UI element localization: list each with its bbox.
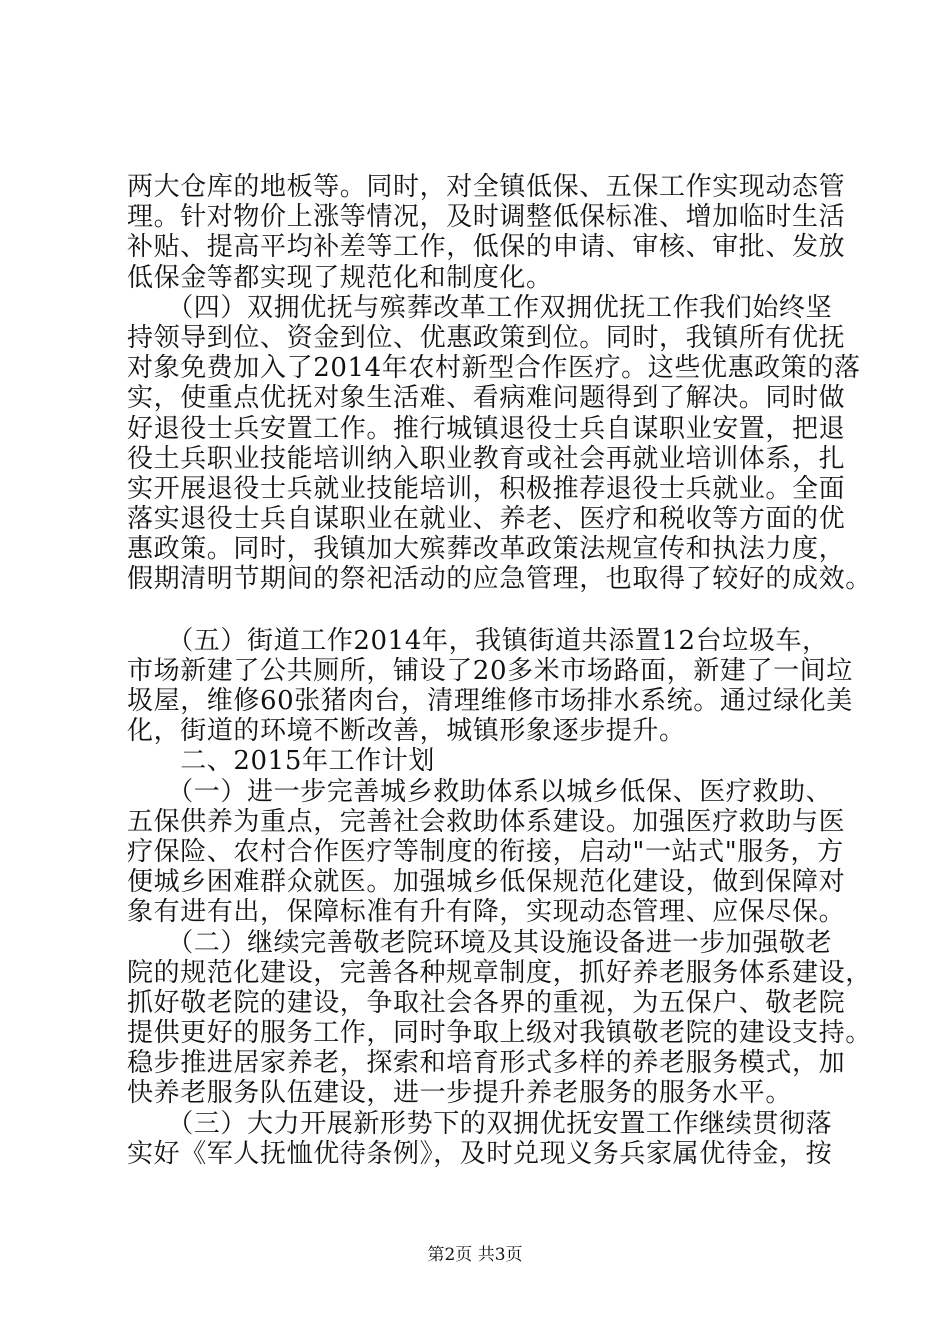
text-line: 化，街道的环境不断改善，城镇形象逐步提升。 [127,716,686,747]
text-line: 象有进有出，保障标准有升有降，实现动态管理、应保尽保。 [127,897,846,928]
text-line: 低保金等都实现了规范化和制度化。 [127,262,553,293]
text-line: 理。针对物价上涨等情况，及时调整低保标准、增加临时生活 [127,202,846,233]
text-line: 五保供养为重点，完善社会救助体系建设。加强医疗救助与医 [127,806,846,837]
paragraph-gap [127,595,842,626]
text-line: 圾屋，维修60张猪肉台，清理维修市场排水系统。通过绿化美 [127,686,853,716]
text-line: 实开展退役士兵就业技能培训，积极推荐退役士兵就业。全面 [127,473,846,504]
text-line: 抓好敬老院的建设，争取社会各界的重视，为五保户、敬老院 [127,987,846,1018]
text-line: 假期清明节期间的祭祀活动的应急管理，也取得了较好的成效。 [127,564,872,595]
document-body [127,172,872,1169]
section-heading: 二、2015年工作计划 [127,746,435,777]
text-line: （三）大力开展新形势下的双拥优抚安置工作继续贯彻落 [127,1108,833,1139]
text-line: 稳步推进居家养老，探索和培育形式多样的养老服务模式，加 [127,1048,846,1079]
text-line: 补贴、提高平均补差等工作，低保的申请、审核、审批、发放 [127,232,846,263]
text-line: （二）继续完善敬老院环境及其设施设备进一步加强敬老 [127,927,833,958]
text-line: 惠政策。同时，我镇加大殡葬改革政策法规宣传和执法力度， [127,534,846,565]
text-line: 快养老服务队伍建设，进一步提升养老服务的服务水平。 [127,1078,793,1109]
text-line: （五）街道工作2014年，我镇街道共添置12台垃圾车， [127,625,829,656]
text-line: （四）双拥优抚与殡葬改革工作双拥优抚工作我们始终坚 [127,292,833,323]
text-line: 两大仓库的地板等。同时，对全镇低保、五保工作实现动态管 [127,172,846,202]
text-line: 实好《军人抚恤优待条例》，及时兑现义务兵家属优待金，按 [127,1138,833,1169]
text-line: 好退役士兵安置工作。推行城镇退役士兵自谋职业安置，把退 [127,413,846,444]
text-line: 疗保险、农村合作医疗等制度的衔接，启动"一站式"服务，方 [127,836,844,867]
text-line: 市场新建了公共厕所，铺设了20多米市场路面，新建了一间垃 [127,655,853,686]
text-line: 役土兵职业技能培训纳入职业教育或社会再就业培训体系，扎 [127,443,846,474]
text-line: （一）进一步完善城乡救助体系以城乡低保、医疗救助、 [127,776,833,807]
text-line: 实，使重点优抚对象生活难、看病难问题得到了解决。同时做 [127,383,846,414]
text-line: 落实退役士兵自谋职业在就业、养老、医疗和税收等方面的优 [127,504,846,535]
text-line: 提供更好的服务工作，同时争取上级对我镇敬老院的建设支持。 [127,1018,872,1049]
text-line: 对象免费加入了2014年农村新型合作医疗。这些优惠政策的落 [127,353,861,384]
text-line: 持领导到位、资金到位、优惠政策到位。同时，我镇所有优抚 [127,322,846,353]
text-line: 院的规范化建设，完善各种规章制度，抓好养老服务体系建设， [127,957,872,988]
page-number-footer: 第2页 共3页 [427,1245,523,1265]
text-line: 便城乡困难群众就医。加强城乡低保规范化建设，做到保障对 [127,867,846,898]
